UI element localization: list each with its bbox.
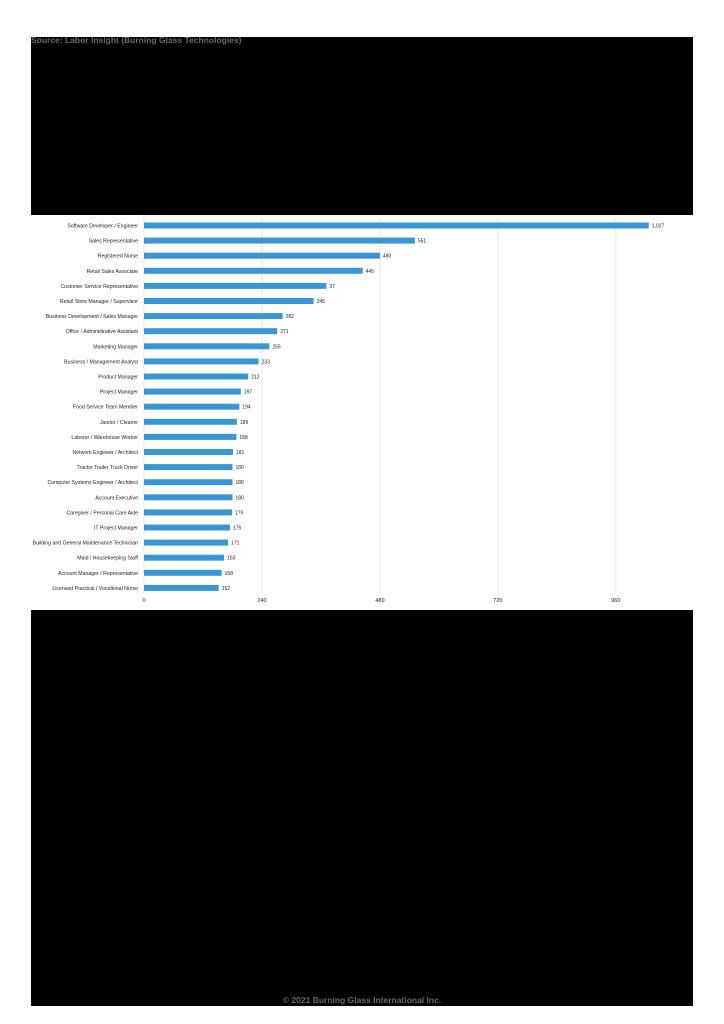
category-label: Retail Store Manager / Supervisor xyxy=(59,299,138,305)
source-caption: Source: Labor Insight (Burning Glass Technologies) xyxy=(31,35,242,45)
category-label: Customer Service Representative xyxy=(60,283,138,290)
bar xyxy=(144,509,232,515)
value-label: 189 xyxy=(239,419,249,426)
bar xyxy=(144,328,277,334)
category-label: Sales Representative xyxy=(88,238,138,245)
value-label: 180 xyxy=(235,495,244,502)
category-label: Building and General Maintenance Technician xyxy=(32,540,138,547)
category-label: Caregiver / Personal Care Aide xyxy=(66,510,138,517)
value-label: 152 xyxy=(221,585,231,592)
category-label: Laborer / Warehouse Worker xyxy=(71,434,138,441)
bar xyxy=(144,525,230,531)
copyright-footer: © 2021 Burning Glass International Inc. xyxy=(282,995,442,1005)
value-label: 345 xyxy=(316,299,325,305)
value-label: 180 xyxy=(235,480,244,487)
bar xyxy=(144,223,649,229)
bar xyxy=(144,464,232,470)
value-label: 255 xyxy=(272,344,281,351)
value-label: 179 xyxy=(234,510,244,517)
bar xyxy=(144,253,380,259)
category-label: Account Executive xyxy=(95,495,138,502)
value-label: 480 xyxy=(382,253,392,260)
bar-chart xyxy=(31,215,693,610)
category-label: Product Manager xyxy=(98,374,138,381)
bar xyxy=(144,419,237,425)
category-label: Marketing Manager xyxy=(93,344,138,351)
value-label: 188 xyxy=(239,434,248,441)
category-label: Registered Nurse xyxy=(97,253,138,260)
bar xyxy=(144,268,363,274)
bar xyxy=(144,479,232,485)
value-label: 282 xyxy=(285,314,294,321)
category-label: Retail Sales Associate xyxy=(86,268,138,275)
value-label: 158 xyxy=(224,570,234,577)
value-label: 194 xyxy=(242,404,251,411)
bar xyxy=(144,389,241,395)
value-label: 37 xyxy=(329,283,335,290)
value-label: 197 xyxy=(243,389,253,396)
value-label: 175 xyxy=(233,525,242,532)
bar xyxy=(144,570,222,576)
value-label: 180 xyxy=(235,465,244,472)
bar xyxy=(144,313,283,319)
bar-chart-svg xyxy=(31,215,693,610)
value-label: 163 xyxy=(227,555,236,562)
top-redacted-block xyxy=(31,37,693,215)
category-label: Business Development / Sales Manager xyxy=(45,314,138,321)
x-tick-label: 960 xyxy=(611,598,621,604)
value-label: 271 xyxy=(280,329,289,336)
category-label: Licensed Practical / Vocational Nurse xyxy=(52,585,138,592)
value-label: 171 xyxy=(231,540,240,547)
category-label: Software Developer / Engineer xyxy=(67,223,138,230)
bottom-redacted-block xyxy=(31,610,693,1006)
category-label: IT Project Manager xyxy=(93,525,138,532)
bar xyxy=(144,540,228,546)
bar xyxy=(144,283,326,289)
value-label: 1,027 xyxy=(651,223,665,230)
value-label: 551 xyxy=(417,238,427,245)
category-label: Maid / Housekeeping Staff xyxy=(77,555,138,562)
category-label: Food Service Team Member xyxy=(72,404,138,411)
category-label: Network Engineer / Architect xyxy=(72,450,138,456)
bar xyxy=(144,343,269,349)
category-label: Project Manager xyxy=(99,389,138,396)
bar xyxy=(144,449,233,455)
x-tick-label: 0 xyxy=(142,598,146,604)
bar xyxy=(144,494,232,500)
bar xyxy=(144,404,239,410)
bar xyxy=(144,358,259,364)
bar xyxy=(144,434,236,440)
bar xyxy=(144,374,248,380)
category-label: Janitor / Cleaner xyxy=(99,419,138,426)
bar xyxy=(144,238,415,244)
value-label: 181 xyxy=(235,450,245,456)
value-label: 212 xyxy=(251,374,260,381)
x-tick-label: 720 xyxy=(493,598,503,604)
category-label: Computer Systems Engineer / Architect xyxy=(47,480,138,487)
category-label: Account Manager / Representative xyxy=(58,570,138,577)
category-label: Office / Administrative Assistant xyxy=(65,329,138,336)
value-label: 445 xyxy=(365,268,375,275)
bar xyxy=(144,585,219,591)
category-label: Tractor Trailer Truck Driver xyxy=(76,465,138,472)
bar xyxy=(144,298,314,304)
value-label: 233 xyxy=(261,359,270,366)
x-tick-label: 480 xyxy=(375,598,385,604)
x-tick-label: 240 xyxy=(257,598,267,604)
bar xyxy=(144,555,224,561)
category-label: Business / Management Analyst xyxy=(64,359,138,366)
